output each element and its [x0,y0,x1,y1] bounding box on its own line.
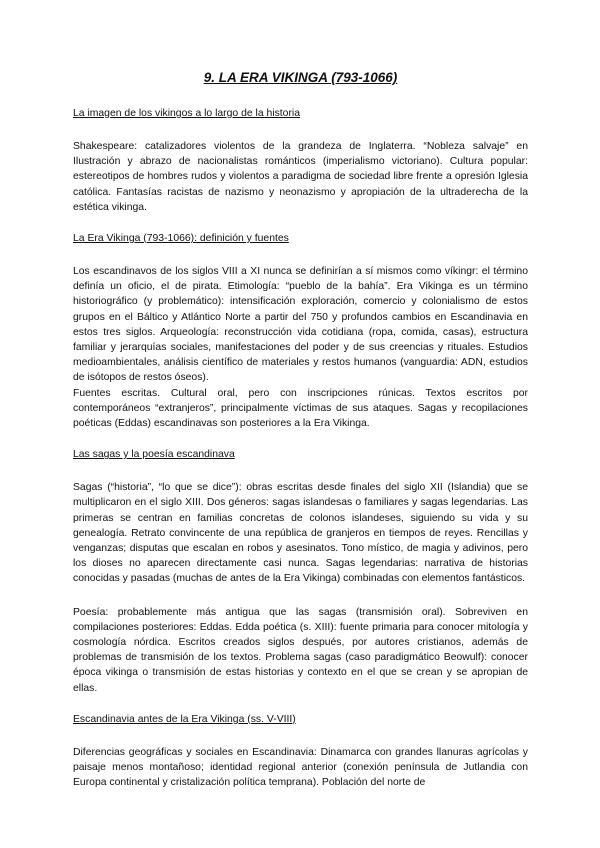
section-heading: La imagen de los vikingos a lo largo de la historia [73,108,300,119]
paragraph: Shakespeare: catalizadores violentos de la grandeza de Inglaterra. “Nobleza salvaje” en Ilustración y abrazo de nacionalistas románticos (imperialismo victoriano). Cultura popular: estereotipos de hombres rudos y violentos a paradigma de sociedad libre frente a opresión Iglesia católica. Fantasías racistas de nazismo y neonazismo y apropiación de la ultraderecha de la estética vikinga. [73,141,528,213]
paragraph: Sagas (“historia”, “lo que se dice”): obras escritas desde finales del siglo XII (Islandia) que se multiplicaron en el siglo XIII. Dos géneros: sagas islandesas o familiares y sagas legendarias. Las primeras se centran en familias concretas de colonos islandeses, siguiendo su vida y su genealogía. Retrato convincente de una república de granjeros en tiempos de reyes. Rencillas y venganzas; disputas que escalan en robos y asesinatos. Tono místico, de magia y adivinos, pero los dioses no aparecen directamente casi nunca. Sagas legendarias: narrativa de historias conocidas y pasadas (muchas de antes de la Era Vikinga) combinadas con elementos fantásticos. [73,482,528,585]
page-title: 9. LA ERA VIKINGA (793-1066) [203,70,398,85]
section-definicion-fuentes [73,232,528,431]
section-imagen-vikingos [73,107,528,215]
document-page [73,70,528,791]
section-heading: Escandinavia antes de la Era Vikinga (ss. V-VIII) [73,713,296,725]
paragraph: Poesía: probablemente más antigua que las sagas (transmisión oral). Sobreviven en compilaciones posteriores: Eddas. Edda poética (s. XIII): fuente primaria para conocer mitología y cosmología nórdica. Escritos creados siglos después, por autores cristianos, además de problemas de transmisión de los textos. Problema sagas (caso paradigmático Beowulf): conocer época vikinga o transmisión de estas historias y contexto en el que se crean y se apropian de ellas. [73,606,528,694]
paragraph: Diferencias geográficas y sociales en Escandinavia: Dinamarca con grandes llanuras agrícolas y paisaje menos montañoso; identidad regional anterior (conexión península de Jutlandia con Europa continental y cristalización política temprana). Población del norte de [73,746,528,789]
section-heading: Las sagas y la poesía escandinava [73,449,235,461]
section-escandinavia-antes [73,713,528,791]
section-heading: La Era Vikinga (793-1066): definición y fuentes [73,233,289,245]
paragraph: Los escandinavos de los siglos VIII a XI nunca se definirían a sí mismos como víkingr: el término definía un oficio, el de pirata. Etimología: “pueblo de la bahía”. Era Vikinga es un término historiográfico (y problemático): intensificación exploración, comercio y colonialismo de estos grupos en el Báltico y Atlántico Norte a partir del 750 y profundos cambios en Escandinavia en estos tres siglos. Arqueología: reconstrucción vida cotidiana (ropa, comida, casas), estructura familiar y jerarquías sociales, manifestaciones del poder y de sus creencias y rituales. Estudios medioambientales, análisis científico de materiales y restos humanos (vanguardia: ADN, estudios de isótopos de restos óseos). [73,266,528,384]
section-sagas-poesia [73,448,528,696]
paragraph: Fuentes escritas. Cultural oral, pero con inscripciones rúnicas. Textos escritos por contemporáneos “extranjeros”, principalmente víctimas de sus ataques. Sagas y recopilaciones poéticas (Eddas) escandinavas son posteriores a la Era Vikinga. [73,387,528,430]
